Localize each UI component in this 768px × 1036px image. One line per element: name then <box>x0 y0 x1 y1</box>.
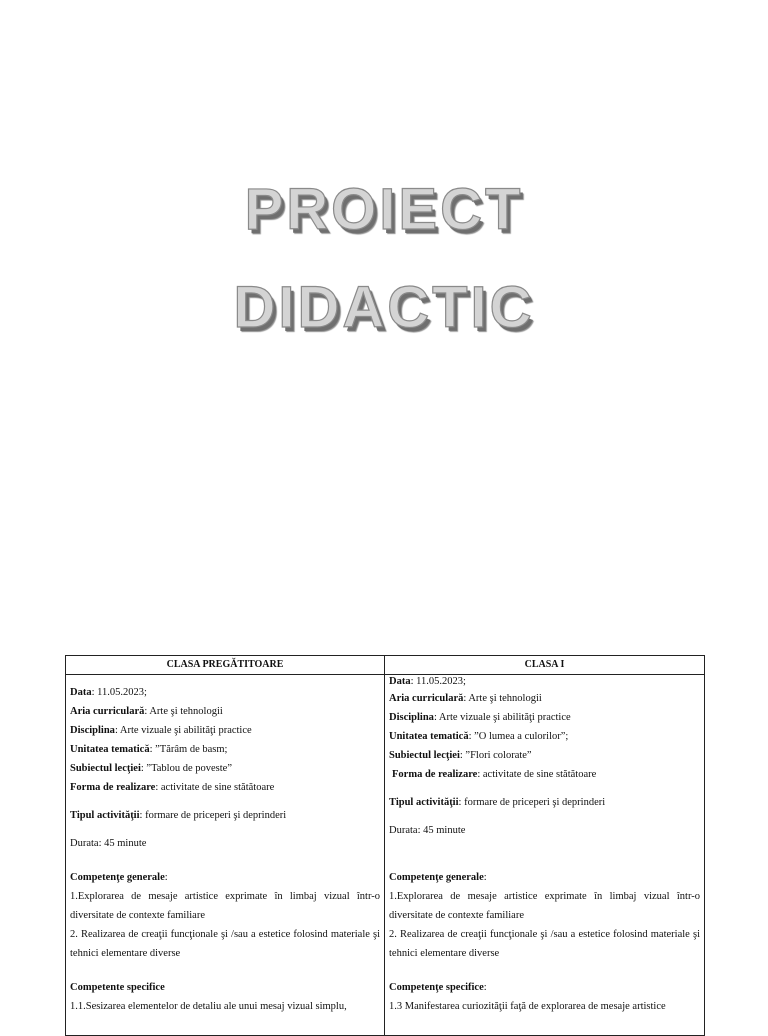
form-line <box>70 778 380 797</box>
discipline-value: : Arte vizuale şi abilităţi practice <box>433 712 571 723</box>
discipline-line <box>70 721 380 740</box>
specific-competence-1: 1.1.Sesizarea elementelor de detaliu ale unui mesaj vizual simplu, <box>70 1001 347 1012</box>
date-label: Data <box>70 687 92 698</box>
thematic-unit-label: Unitatea tematică <box>70 744 150 755</box>
form-label: Forma de realizare <box>70 782 156 793</box>
discipline-label: Disciplina <box>389 712 434 723</box>
general-competences-heading <box>389 868 700 887</box>
general-competence-2: 2. Realizarea de creaţii funcţionale şi /sau a estetice folosind materiale şi tehnici elementare diverse <box>70 929 380 959</box>
form-line <box>389 765 700 784</box>
discipline-value: : Arte vizuale şi abilităţi practice <box>114 725 252 736</box>
thematic-unit-line <box>70 740 380 759</box>
thematic-unit-value: : ”Tărâm de basm; <box>149 744 228 755</box>
date-value: : 11.05.2023; <box>410 676 466 687</box>
activity-type-line <box>70 806 380 825</box>
thematic-unit-line <box>389 727 700 746</box>
curricular-area-value: : Arte şi tehnologii <box>144 706 223 717</box>
form-label: Forma de realizare <box>392 769 478 780</box>
curricular-area-label: Aria curriculară <box>389 693 464 704</box>
general-competences-label: Competenţe generale <box>389 872 484 883</box>
table-content-row <box>66 675 705 1036</box>
lesson-subject-line <box>70 759 380 778</box>
thematic-unit-label: Unitatea tematică <box>389 731 469 742</box>
curricular-area-value: : Arte şi tehnologii <box>463 693 542 704</box>
form-value: : activitate de sine stătătoare <box>477 769 597 780</box>
curricular-area-line <box>389 689 700 708</box>
lesson-subject-label: Subiectul lecţiei <box>389 750 460 761</box>
curricular-area-line <box>70 702 380 721</box>
date-value: : 11.05.2023; <box>91 687 147 698</box>
activity-type-label: Tipul activităţii <box>70 810 140 821</box>
discipline-label: Disciplina <box>70 725 115 736</box>
header-clasa-pregatitoare: CLASA PREGĂTITOARE <box>66 656 385 675</box>
column-clasa-i <box>385 675 705 1036</box>
duration-line: Durata: 45 minute <box>70 838 147 849</box>
column-clasa-pregatitoare <box>66 675 385 1036</box>
specific-competences-label: Competenţe specifice <box>389 982 484 993</box>
activity-type-value: : formare de priceperi şi deprinderi <box>458 797 606 808</box>
thematic-unit-value: : ”O lumea a culorilor”; <box>468 731 569 742</box>
document-title-line-1: PROIECT <box>244 177 524 242</box>
curricular-area-label: Aria curriculară <box>70 706 145 717</box>
lesson-subject-label: Subiectul lecţiei <box>70 763 141 774</box>
date-line <box>70 683 380 702</box>
form-value: : activitate de sine stătătoare <box>155 782 275 793</box>
activity-type-value: : formare de priceperi şi deprinderi <box>139 810 287 821</box>
lesson-subject-line <box>389 746 700 765</box>
lesson-plan-table <box>65 655 705 1036</box>
table-header-row <box>66 656 705 675</box>
general-competence-1: 1.Explorarea de mesaje artistice exprimate în limbaj vizual într-o diversitate de contexte familiare <box>70 891 380 921</box>
general-competences-colon: : <box>483 872 487 883</box>
lesson-subject-value: : ”Flori colorate” <box>459 750 532 761</box>
general-competences-heading <box>70 868 380 887</box>
document-title-line-2: DIDACTIC <box>233 275 535 340</box>
general-competence-2: 2. Realizarea de creaţii funcţionale şi /sau a estetice folosind materiale şi tehnici elementare diverse <box>389 929 700 959</box>
specific-competences-colon: : <box>483 982 487 993</box>
activity-type-line <box>389 793 700 812</box>
discipline-line <box>389 708 700 727</box>
header-clasa-i: CLASA I <box>385 656 705 675</box>
general-competences-colon: : <box>164 872 168 883</box>
date-line <box>389 675 700 689</box>
duration-line: Durata: 45 minute <box>389 825 466 836</box>
specific-competence-1: 1.3 Manifestarea curiozităţii faţă de explorarea de mesaje artistice <box>389 1001 666 1012</box>
activity-type-label: Tipul activităţii <box>389 797 459 808</box>
lesson-subject-value: : ”Tablou de poveste” <box>140 763 232 774</box>
general-competences-label: Competenţe generale <box>70 872 165 883</box>
specific-competences-heading: Competente specifice <box>70 982 165 993</box>
date-label: Data <box>389 676 411 687</box>
general-competence-1: 1.Explorarea de mesaje artistice exprimate în limbaj vizual într-o diversitate de contexte familiare <box>389 891 700 921</box>
specific-competences-heading <box>389 978 700 997</box>
